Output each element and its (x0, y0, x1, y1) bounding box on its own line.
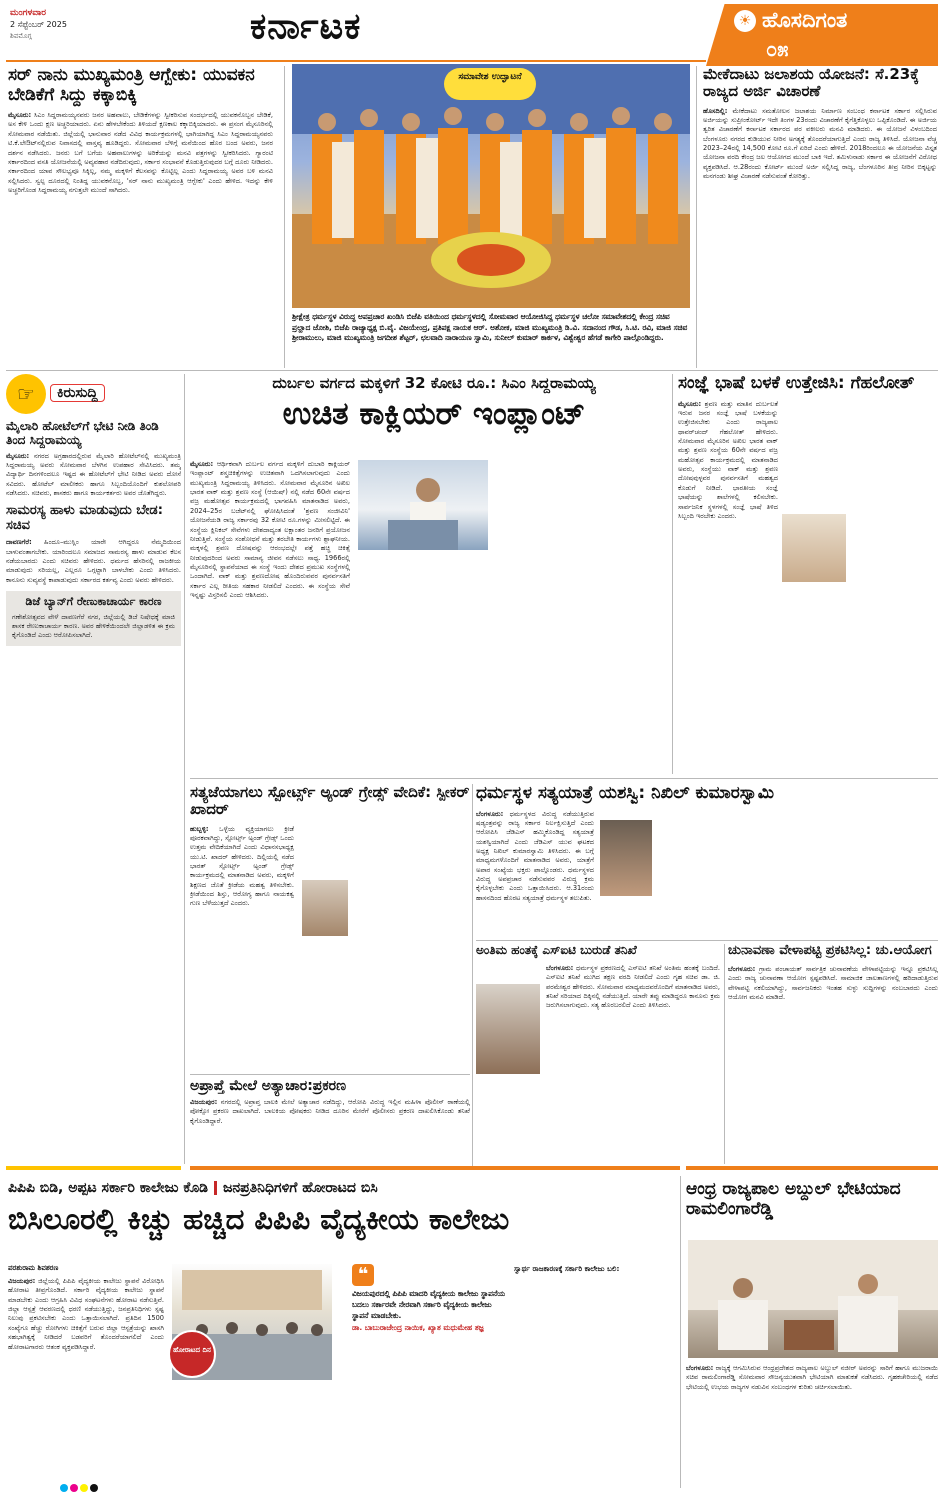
article-text: ಒಳ್ಳೆಯ ವ್ಯಕ್ತಿಯಾಗಲು ಕ್ರೀಡೆ ಪೂರಕವಾಗಿದ್ದು, ಸ್ಪೋರ್ಟ್ಸ್ ಅ್ಯಂಡ್ ಗ್ರೇಡ್ಸ್ ಒಂದು ಉತ್ತಮ ವೇದಿಕೆಯಾಗಿದೆ ಎಂದು ವಿಧಾನಸಭಾಧ್ಯಕ್ಷ ಯು.ಟಿ. ಖಾದರ್ ಹೇಳಿದರು. ದಿಲ್ಲಿಯಲ್ಲಿ ನಡೆದ ಭಾರತ್ ಸ್ಪೋರ್ಟ್ಸ್ ಅ್ಯಂಡ್ ಗ್ರೇಡ್ಸ್ ಕಾರ್ಯಕ್ರಮದಲ್ಲಿ ಮಾತನಾಡಿದ ಅವರು, ಮಕ್ಕಳಿಗೆ ಶಿಕ್ಷಣದ ಜೊತೆ ಕ್ರೀಡೆಯ ಮಹತ್ವ ತಿಳಿಸಬೇಕು. ಕ್ರೀಡೆಯಿಂದ ಶಿಸ್ತು, ಆರೋಗ್ಯ ಹಾಗೂ ನಾಯಕತ್ವ ಗುಣ ಬೆಳೆಯುತ್ತದೆ ಎಂದರು. (190, 824, 294, 908)
meeting-photo (688, 1240, 938, 1358)
section-strip (6, 1166, 181, 1170)
registration-mark-black (90, 1484, 98, 1492)
cm-speaking-photo (358, 460, 488, 550)
brand-block (706, 4, 938, 66)
headline: ಸತ್ಯಜೆಯಾಗಲು ಸ್ಪೋರ್ಟ್ಸ್ ಅ್ಯಂಡ್ ಗ್ರೇಡ್ಸ್ ವೇದಿಕೆ: ಸ್ಪೀಕರ್ ಖಾದರ್ (190, 784, 470, 819)
story-mekedatu (703, 66, 937, 366)
article-body (8, 1277, 164, 1352)
rally-illustration (292, 64, 690, 308)
kicker (8, 1180, 676, 1196)
dateline: ಮೈಸೂರು: (678, 399, 702, 408)
dateline: ಬೆಂಗಳೂರು: (728, 964, 756, 973)
home-minister-photo (476, 984, 540, 1074)
headline: ಆಂಧ್ರ ರಾಜ್ಯಪಾಲ ಅಬ್ದುಲ್ ಭೇಟಿಯಾದ ರಾಮಲಿಂಗಾರೆಡ್ಡಿ (686, 1180, 901, 1219)
short-news-label: ಕಿರುಸುದ್ದಿ (50, 384, 105, 402)
article-text: ಮೇಕೆದಾಟು ಸಮತೋಲನ ಜಲಾಶಯ ನಿರ್ಮಾಣ ಸಂಬಂಧ ಕರ್ನಾಟಕ ಸರ್ಕಾರ ಸಲ್ಲಿಸಿರುವ ಅರ್ಜಿಯನ್ನು ಸುಪ್ರೀಂಕೋರ್ಟ್ ಇದೇ ತಿಂಗಳ 23ರಂದು ವಿಚಾರಣೆಗೆ ಕೈಗೆತ್ತಿಕೊಳ್ಳಲು ಒಪ್ಪಿಕೊಂಡಿದೆ. ಈ ಅರ್ಜಿಯ ತ್ವರಿತ ವಿಚಾರಣೆಗೆ ಕರ್ನಾಟಕ ಸರ್ಕಾರದ ಪರ ವಕೀಲರು ಮನವಿ ಮಾಡಿದರು. ಈ ಯೋಜನೆ ವಿಳಂಬದಿಂದ ಬೆಂಗಳೂರು ನಗರದ ಕುಡಿಯುವ ನೀರಿನ ಅಗತ್ಯಕ್ಕೆ ತೊಂದರೆಯಾಗುತ್ತಿದೆ ಎಂದು ರಾಜ್ಯ ತಿಳಿಸಿದೆ. ಯೋಜನಾ ವೆಚ್ಚ 2023–24ರಲ್ಲಿ 14,500 ಕೋಟಿ ರೂ.ಗೆ ಏರಿದೆ ಎಂದು ಹೇಳಿದೆ. 2018ರಿಂದಲೂ ಈ ಯೋಜನೆಯ ವಿಸ್ತೃತ ಯೋಜನಾ ವರದಿ ಕೇಂದ್ರ ಜಲ ಆಯೋಗದ ಮುಂದೆ ಬಾಕಿ ಇದೆ. ತಮಿಳುನಾಡು ಸರ್ಕಾರ ಈ ಯೋಜನೆಗೆ ವಿರೋಧ ವ್ಯಕ್ತಪಡಿಸಿದೆ. ಆ.28ರಂದು ಕೋರ್ಟ್ ಮುಂದೆ ಅರ್ಜಿ ಸಲ್ಲಿಸಿದ್ದ ರಾಜ್ಯ, ಬೆಂಗಳೂರಿನ ತೀವ್ರ ನೀರಿನ ಬಿಕ್ಕಟ್ಟನ್ನು ಮನಗಂಡು ಶೀಘ್ರ ವಿಚಾರಣೆ ನಡೆಸುವಂತೆ ಕೋರಿತ್ತು. (703, 106, 937, 181)
headline: ಚುನಾವಣಾ ವೇಳಾಪಟ್ಟಿ ಪ್ರಕಟಿಸಿಲ್ಲ: ಚು.ಆಯೋಗ (728, 944, 932, 958)
article-text: ನಗರದಲ್ಲಿ ಅಪ್ರಾಪ್ತ ಬಾಲಕಿ ಮೇಲೆ ಅತ್ಯಾಚಾರ ನಡೆದಿದ್ದು, ಆರೋಪಿ ವಿರುದ್ಧ ಇಲ್ಲಿನ ಮಹಿಳಾ ಪೊಲೀಸ್ ಠಾಣೆಯಲ್ಲಿ ಪೋಕ್ಸೋ ಪ್ರಕರಣ ದಾಖಲಾಗಿದೆ. ಬಾಲಕಿಯ ಪೋಷಕರು ನೀಡಿದ ದೂರಿನ ಮೇರೆಗೆ ಪೊಲೀಸರು ಪ್ರಕರಣ ದಾಖಲಿಸಿಕೊಂಡು ತನಿಖೆ ಕೈಗೊಂಡಿದ್ದಾರೆ. (190, 1098, 470, 1125)
headline: ಡಿಜೆ ಬ್ಯಾನ್‌ಗೆ ರೇಣುಕಾಚಾರ್ಯ ಕಾರಣ (25, 595, 162, 609)
protest-day-seal: ಹೋರಾಟದ ದಿನ (168, 1330, 216, 1378)
headline: ಅಂತಿಮ ಹಂತಕ್ಕೆ ಎಸ್‌ಐಟಿ ಬುರುಡೆ ತನಿಖೆ (476, 944, 637, 957)
column-rule (284, 66, 285, 368)
photo-caption: ಶ್ರೀಕ್ಷೇತ್ರ ಧರ್ಮಸ್ಥಳ ವಿರುದ್ಧ ಅಪಪ್ರಚಾರ ಖಂಡಿಸಿ ಬಿಜೆಪಿ ವತಿಯಿಂದ ಧರ್ಮಸ್ಥಳದಲ್ಲಿ ಸೋಮವಾರ ಆಯೋಜಿಸಿದ್ದ ಧರ್ಮಸ್ಥಳ ಚಲೋ ಸಮಾವೇಶದಲ್ಲಿ ಕೇಂದ್ರ ಸಚಿವ ಪ್ರಲ್ಹಾದ ಜೋಶಿ, ಬಿಜೆಪಿ ರಾಜ್ಯಾಧ್ಯಕ್ಷ ಬಿ.ವೈ. ವಿಜಯೇಂದ್ರ, ಪ್ರತಿಪಕ್ಷ ನಾಯಕ ಆರ್. ಅಶೋಕ, ಮಾಜಿ ಮುಖ್ಯಮಂತ್ರಿ ಡಿ.ವಿ. ಸದಾನಂದ ಗೌಡ, ಸಿ.ಟಿ. ರವಿ, ಮಾಜಿ ಸಚಿವ ಶ್ರೀರಾಮುಲು, ಮಾಜಿ ಮುಖ್ಯಮಂತ್ರಿ ಜಗದೀಶ ಶೆಟ್ಟರ್, ಛಲವಾದಿ ನಾರಾಯಣ ಸ್ವಾಮಿ, ಸುನೀಲ್ ಕುಮಾರ್ ಕಾರ್ಕಳ, ವಿಶ್ವೇಶ್ವರ ಹೆಗಡೆ ಕಾಗೇರಿ ಪಾಲ್ಗೊಂಡಿದ್ದರು. (292, 312, 688, 343)
cm-illustration (358, 460, 488, 550)
dateline: ವಿಜಯಪುರ: (8, 1277, 36, 1285)
dateline: ಬೆಂಗಳೂರು: (546, 963, 574, 972)
article-body (6, 538, 181, 585)
story-sign-language (678, 374, 938, 774)
column-rule (472, 784, 473, 1166)
column-rule (672, 374, 673, 774)
kicker-left: ಪಿಪಿಪಿ ಬಿಡಿ, ಅಪ್ಪಟ ಸರ್ಕಾರಿ ಕಾಲೇಜು ಕೊಡಿ (8, 1180, 208, 1196)
article-text: ಜಿಲ್ಲೆಯಲ್ಲಿ ಪಿಪಿಪಿ ವೈದ್ಯಕೀಯ ಕಾಲೇಜು ಸ್ಥಾಪನೆ ವಿರೋಧಿಸಿ ಹೋರಾಟ ತೀವ್ರಗೊಂಡಿದೆ. ಸರ್ಕಾರಿ ವೈದ್ಯಕೀಯ ಕಾಲೇಜು ಸ್ಥಾಪನೆ ಮಾಡಬೇಕು ಎಂದು ಆಗ್ರಹಿಸಿ ವಿವಿಧ ಸಂಘಟನೆಗಳು ಹೋರಾಟ ನಡೆಸುತ್ತಿವೆ. ಜಿಲ್ಲಾ ಆಸ್ಪತ್ರೆ ಆವರಣದಲ್ಲಿ ಧರಣಿ ನಡೆಯುತ್ತಿದ್ದು, ಜನಪ್ರತಿನಿಧಿಗಳು ಸ್ಪಷ್ಟ ನಿಲುವು ಪ್ರಕಟಿಸಬೇಕು ಎಂದು ಒತ್ತಾಯಿಸಲಾಗಿದೆ. ಪ್ರತಿದಿನ 1500 ಸಂಖ್ಯೆಗೂ ಹೆಚ್ಚು ರೋಗಿಗಳು ಚಿಕಿತ್ಸೆಗೆ ಬರುವ ಜಿಲ್ಲಾ ಆಸ್ಪತ್ರೆಯನ್ನು ಖಾಸಗಿ ಸಹಭಾಗಿತ್ವಕ್ಕೆ ನೀಡಿದರೆ ಬಡವರಿಗೆ ತೊಂದರೆಯಾಗಲಿದೆ ಎಂದು ಹೋರಾಟಗಾರರು ಆತಂಕ ವ್ಯಕ್ತಪಡಿಸಿದ್ದಾರೆ. (8, 1277, 164, 1351)
event-badge: ಸಮಾವೇಶ ಉದ್ಘಾಟನೆ (444, 68, 536, 100)
registration-mark-magenta (70, 1484, 78, 1492)
subhead: ಸ್ವಾರ್ಥ ರಾಜಕಾರಣಕ್ಕೆ ಸರ್ಕಾರಿ ಕಾಲೇಜು ಬಲಿ: (514, 1264, 620, 1273)
article-body (686, 1364, 938, 1392)
rally-photo (292, 64, 690, 308)
article-body (546, 964, 720, 1011)
dateline: ಮೈಸೂರು: (6, 451, 30, 460)
sun-logo-icon: ☀ (734, 10, 756, 32)
dateline: ದಾವಣಗೆರೆ: (6, 538, 32, 547)
registration-mark-yellow (80, 1484, 88, 1492)
row-rule (190, 778, 938, 779)
column-rule (680, 1176, 681, 1488)
story-cm-youth (8, 66, 273, 366)
article-body (190, 1098, 470, 1126)
story-election-schedule (728, 944, 938, 1164)
kicker-divider (214, 1181, 217, 1195)
dateline: ಹುಬ್ಬಳ್ಳಿ: (190, 824, 209, 833)
section-strip (190, 1166, 680, 1170)
dateline: ಬೆಂಗಳೂರು: (686, 1364, 714, 1372)
story-atrocity-case (190, 1078, 470, 1168)
quote-text: ವಿಜಯಪುರದಲ್ಲಿ ಪಿಪಿಪಿ ಮಾದರಿ ವೈದ್ಯಕೀಯ ಕಾಲೇಜು ಸ್ಥಾಪನೆಯ ಬದಲು ಸರ್ಕಾರವೇ ನೇರವಾಗಿ ಸರ್ಕಾರಿ ವೈದ್ಯಕೀಯ ಕಾಲೇಜು ಸ್ಥಾಪನೆ ಮಾಡಬೇಕು. (352, 1289, 505, 1321)
article-text: ಗಣೇಶೋತ್ಸವದ ವೇಳೆ ದಾವಣಗೆರೆ ನಗರ, ಜಿಲ್ಲೆಯಲ್ಲಿ ಡಿಜೆ ನಿಷೇಧಕ್ಕೆ ಮಾಜಿ ಶಾಸಕ ರೇಣುಕಾಚಾರ್ಯ ಕಾರಣ. ಅವರ ಹೇಳಿಕೆಯಿಂದಲೇ ಜಿಲ್ಲಾಡಳಿತ ಈ ಕ್ರಮ ಕೈಗೊಂಡಿದೆ ಎಂದು ಆರೋಪಿಸಲಾಗಿದೆ. (12, 612, 175, 640)
story-sit-probe (476, 944, 720, 1164)
article-body (728, 965, 938, 1002)
article-body (6, 452, 181, 499)
short-news-column (6, 374, 181, 1162)
headline: ಸಂಜ್ಞೆ ಭಾಷೆ ಬಳಕೆ ಉತ್ತೇಜಿಸಿ: ಗೆಹಲೋತ್ (678, 374, 915, 393)
governor-photo (782, 514, 846, 582)
article-text: ಆರ್ಥಿಕವಾಗಿ ದುರ್ಬಲ ವರ್ಗದ ಮಕ್ಕಳಿಗೆ ದುಬಾರಿ ಕಾಕ್ಲಿಯರ್ ಇಂಪ್ಲಾಂಟ್ ಶಸ್ತ್ರಚಿಕಿತ್ಸೆಗಳನ್ನು ಉಚಿತವಾಗಿ ಒದಗಿಸಲಾಗುವುದು ಎಂದು ಮುಖ್ಯಮಂತ್ರಿ ಸಿದ್ದರಾಮಯ್ಯ ತಿಳಿಸಿದರು. ಸೋಮವಾರ ಮೈಸೂರಿನ ಅಖಿಲ ಭಾರತ ವಾಕ್ ಮತ್ತು ಶ್ರವಣ ಸಂಸ್ಥೆ (ಆಯಿಷ್) ನಲ್ಲಿ ನಡೆದ 60ನೇ ವರ್ಷದ ವಜ್ರ ಮಹೋತ್ಸವ ಕಾರ್ಯಕ್ರಮದಲ್ಲಿ ಭಾಗವಹಿಸಿ ಮಾತನಾಡಿದ ಅವರು, 2024–25ರ ಬಜೆಟ್‌ನಲ್ಲಿ ಘೋಷಿಸಿದಂತೆ 'ಶ್ರವಣ ಸಂಜೀವಿನಿ' ಯೋಜನೆಯಡಿ ರಾಜ್ಯ ಸರ್ಕಾರವು 32 ಕೋಟಿ ರೂ.ಗಳನ್ನು ಮೀಸಲಿಟ್ಟಿದೆ. ಈ ಸಂಸ್ಥೆಯ ಕ್ಲಿನಿಕಲ್ ಸೇವೆಗಳು ದೇಶದಾದ್ಯಂತ ಲಕ್ಷಾಂತರ ಜನರಿಗೆ ಪ್ರಯೋಜನ ನೀಡುತ್ತಿವೆ. ಸಂಸ್ಥೆಯ ಸಂಶೋಧನೆ ಮತ್ತು ತರಬೇತಿ ಕಾರ್ಯಗಳು ಶ್ಲಾಘನೀಯ. ಮಕ್ಕಳಲ್ಲಿ ಶ್ರವಣ ದೋಷವನ್ನು ಆರಂಭದಲ್ಲೇ ಪತ್ತೆ ಹಚ್ಚಿ ಚಿಕಿತ್ಸೆ ನೀಡುವುದರಿಂದ ಅವರು ಸಾಮಾನ್ಯ ಜೀವನ ನಡೆಸಲು ಸಾಧ್ಯ. 1966ರಲ್ಲಿ ಮೈಸೂರಿನಲ್ಲಿ ಸ್ಥಾಪನೆಯಾದ ಈ ಸಂಸ್ಥೆ ಇಂದು ದೇಶದ ಪ್ರಮುಖ ಸಂಸ್ಥೆಗಳಲ್ಲಿ ಒಂದಾಗಿದೆ. ವಾಕ್ ಮತ್ತು ಶ್ರವಣದೋಷ ಹೊಂದಿರುವವರ ಪುನರ್ವಸತಿಗೆ ಸರ್ಕಾರ ಎಲ್ಲ ರೀತಿಯ ಸಹಕಾರ ನೀಡಲಿದೆ ಎಂದರು. ಈ ಸಂಸ್ಥೆಯ ಸೇವೆ ಇನ್ನಷ್ಟು ವಿಸ್ತರಿಸಲಿ ಎಂದು ಆಶಿಸಿದರು. (190, 460, 350, 600)
masthead-dateline (10, 8, 140, 50)
pull-quote (352, 1264, 508, 1388)
article-body (8, 111, 273, 195)
dateline: ಮೈಸೂರು: (190, 460, 214, 468)
headline: ಮೈಲಾರಿ ಹೋಟೆಲ್‌ಗೆ ಭೇಟಿ ನೀಡಿ ತಿಂಡಿ ತಿಂದ ಸಿದ್ದರಾಮಯ್ಯ (6, 419, 159, 447)
headline: ಅಪ್ರಾಪ್ತೆ ಮೇಲೆ ಅತ್ಯಾಚಾರ:ಪ್ರಕರಣ (190, 1078, 347, 1094)
quote-mark-icon: ❝ (352, 1264, 374, 1286)
section-strip (686, 1166, 938, 1170)
masthead-day: ಮಂಗಳವಾರ (10, 8, 47, 18)
article-body (190, 460, 350, 600)
headline: ಉಚಿತ ಕಾಕ್ಲಿಯರ್ ಇಂಪ್ಲಾಂಟ್ (282, 396, 586, 432)
article-text: ರಾಜ್ಯಕ್ಕೆ ಆಗಮಿಸಿರುವ ಆಂಧ್ರಪ್ರದೇಶದ ರಾಜ್ಯಪಾಲ ಅಬ್ದುಲ್ ನಜೀರ್ ಅವರನ್ನು ಸಾರಿಗೆ ಹಾಗೂ ಮುಜರಾಯಿ ಸಚಿವ ರಾಮಲಿಂಗಾರೆಡ್ಡಿ ಸೋಮವಾರ ಸೌಜನ್ಯಯುತವಾಗಿ ಭೇಟಿಯಾಗಿ ಮಾತುಕತೆ ನಡೆಸಿದರು. ಗೃಹಕಚೇರಿಯಲ್ಲಿ ನಡೆದ ಭೇಟಿಯಲ್ಲಿ ಉಭಯ ರಾಜ್ಯಗಳ ನಡುವಿನ ಸಂಬಂಧಗಳ ಕುರಿತು ಚರ್ಚಿಸಲಾಯಿತು. (686, 1364, 938, 1391)
article-body (703, 107, 937, 182)
story-medical-college (8, 1180, 676, 1488)
rally-photo-block (292, 64, 690, 370)
story-dharmasthala-yatra (476, 784, 938, 944)
masthead-date: 2 ಸೆಪ್ಟೆಂಬರ್ 2025 (10, 20, 67, 29)
article-text: ಗ್ರಾಮ ಪಂಚಾಯತ್ ಸಾರ್ವತ್ರಿಕ ಚುನಾವಣೆಯ ವೇಳಾಪಟ್ಟಿಯನ್ನು ಇನ್ನೂ ಪ್ರಕಟಿಸಿಲ್ಲ ಎಂದು ರಾಜ್ಯ ಚುನಾವಣಾ ಆಯೋಗ ಸ್ಪಷ್ಟಪಡಿಸಿದೆ. ಸಾಮಾಜಿಕ ಜಾಲತಾಣಗಳಲ್ಲಿ ಹರಿದಾಡುತ್ತಿರುವ ವೇಳಾಪಟ್ಟಿ ನಕಲಿಯಾಗಿದ್ದು, ಸಾರ್ವಜನಿಕರು ಇಂತಹ ಸುಳ್ಳು ಸುದ್ದಿಗಳನ್ನು ನಂಬಬಾರದು ಎಂದು ಆಯೋಗ ಮನವಿ ಮಾಡಿದೆ. (728, 964, 938, 1002)
column-rule (724, 944, 725, 1164)
kicker: ದುರ್ಬಲ ವರ್ಗದ ಮಕ್ಕಳಿಗೆ 32 ಕೋಟಿ ರೂ.: ಸಿಎಂ ಸಿದ್ದರಾಮಯ್ಯ (272, 374, 596, 392)
column-rule (184, 374, 185, 1164)
kicker-right: ಜನಪ್ರತಿನಿಧಿಗಳಿಗೆ ಹೋರಾಟದ ಬಿಸಿ (222, 1180, 378, 1196)
headline: ಸಾಮರಸ್ಯ ಹಾಳು ಮಾಡುವುದು ಬೇಡ: ಸಚಿವ (6, 503, 163, 534)
byline: ಪರಶುರಾಮ ಶಿವಶರಣ (8, 1264, 59, 1272)
article-text: ನಗರದ ಅಗ್ರಹಾರದಲ್ಲಿರುವ ಮೈಲಾರಿ ಹೋಟೆಲ್‌ನಲ್ಲಿ ಮುಖ್ಯಮಂತ್ರಿ ಸಿದ್ದರಾಮಯ್ಯ ಅವರು ಸೋಮವಾರ ಬೆಳಗಿನ ಉಪಹಾರ ಸೇವಿಸಿದರು. ತಮ್ಮ ವಿದ್ಯಾರ್ಥಿ ದಿನಗಳಿಂದಲೂ ಇಷ್ಟದ ಈ ಹೋಟೆಲ್‌ಗೆ ಭೇಟಿ ನೀಡಿದ ಅವರು ದೋಸೆ ಸವಿದರು. ಹೋಟೆಲ್ ಮಾಲೀಕರು ಹಾಗೂ ಸಿಬ್ಬಂದಿಯೊಂದಿಗೆ ಕುಶಲೋಪರಿ ನಡೆಸಿದರು. ಸಚಿವರು, ಶಾಸಕರು ಹಾಗೂ ಕಾರ್ಯಕರ್ತರು ಅವರ ಜೊತೆಗಿದ್ದರು. (6, 451, 181, 498)
row-rule (476, 940, 938, 941)
short-news-tag (6, 374, 181, 414)
page-number: ೦೫ (766, 37, 789, 61)
column-rule (696, 66, 697, 368)
article-body (476, 810, 594, 904)
article-text: ಶ್ರವಣ ಮತ್ತು ಮಾತಿನ ದುರ್ಬಲತೆ ಇರುವ ಜನರ ಸಂಜ್ಞೆ ಭಾಷೆ ಬಳಕೆಯನ್ನು ಉತ್ತೇಜಿಸಬೇಕು ಎಂದು ರಾಜ್ಯಪಾಲ ಥಾವರ್‌ಚಂದ್ ಗೆಹಲೋತ್ ಹೇಳಿದರು. ಸೋಮವಾರ ಮೈಸೂರಿನ ಅಖಿಲ ಭಾರತ ವಾಕ್ ಮತ್ತು ಶ್ರವಣ ಸಂಸ್ಥೆಯ 60ನೇ ವರ್ಷದ ವಜ್ರ ಮಹೋತ್ಸವ ಕಾರ್ಯಕ್ರಮದಲ್ಲಿ ಮಾತನಾಡಿದ ಅವರು, ಸಂಸ್ಥೆಯು ವಾಕ್ ಮತ್ತು ಶ್ರವಣ ದೋಷವುಳ್ಳವರ ಪುನರ್ವಸತಿಗೆ ಮಹತ್ವದ ಕೊಡುಗೆ ನೀಡಿದೆ. ಭಾರತೀಯ ಸಂಜ್ಞೆ ಭಾಷೆಯನ್ನು ಶಾಲೆಗಳಲ್ಲಿ ಕಲಿಸಬೇಕು. ಸಾರ್ವಜನಿಕ ಸ್ಥಳಗಳಲ್ಲಿ ಸಂಜ್ಞೆ ಭಾಷೆ ತಿಳಿದ ಸಿಬ್ಬಂದಿ ಇರಬೇಕು ಎಂದರು. (678, 399, 778, 520)
meeting-illustration (688, 1240, 938, 1358)
pointing-hand-icon: ☞ (6, 374, 46, 414)
headline: ಸರ್ ನಾನು ಮುಖ್ಯಮಂತ್ರಿ ಆಗ್ಬೇಕು: ಯುವಕನ ಬೇಡಿಕೆಗೆ ಸಿದ್ದು ಕಕ್ಕಾಬಿಕ್ಕಿ (8, 66, 255, 105)
speaker-photo (302, 880, 348, 936)
article-body (678, 400, 778, 522)
headline: ಧರ್ಮಸ್ಥಳ ಸತ್ಯಯಾತ್ರೆ ಯಶಸ್ವಿ: ನಿಖಿಲ್ ಕುಮಾರಸ್ವಾಮಿ (476, 784, 775, 803)
article-text: ಧರ್ಮಸ್ಥಳ ಪ್ರಕರಣದಲ್ಲಿ ಎಸ್‌ಐಟಿ ತನಿಖೆ ಅಂತಿಮ ಹಂತಕ್ಕೆ ಬಂದಿದೆ. ಎಸ್‌ಐಟಿ ತನಿಖೆ ಮುಗಿದ ತಕ್ಷಣ ವರದಿ ನೀಡಲಿದೆ ಎಂದು ಗೃಹ ಸಚಿವ ಡಾ. ಜಿ. ಪರಮೇಶ್ವರ ಹೇಳಿದರು. ಸೋಮವಾರ ಮಾಧ್ಯಮದವರೊಂದಿಗೆ ಮಾತನಾಡಿದ ಅವರು, ತನಿಖೆ ಸರಿಯಾದ ದಿಕ್ಕಿನಲ್ಲಿ ನಡೆಯುತ್ತಿದೆ. ಯಾರೇ ತಪ್ಪು ಮಾಡಿದ್ದರೂ ಕಾನೂನು ಕ್ರಮ ಜರುಗಿಸಲಾಗುವುದು. ಸತ್ಯ ಹೊರಬರಲಿದೆ ಎಂದು ತಿಳಿಸಿದರು. (546, 963, 720, 1010)
dateline: ಮೈಸೂರು: (8, 111, 32, 120)
registration-mark-cyan (60, 1484, 68, 1492)
section-title: ಕರ್ನಾಟಕ (250, 6, 362, 47)
article-body (190, 825, 294, 909)
dateline: ವಿಜಯಪುರ: (190, 1098, 218, 1107)
dateline: ಹೊಸದಿಲ್ಲಿ: (703, 106, 728, 115)
dateline: ಬೆಂಗಳೂರು: (476, 809, 504, 818)
article-text: ಧರ್ಮಸ್ಥಳದ ವಿರುದ್ಧ ನಡೆಯುತ್ತಿರುವ ಷಡ್ಯಂತ್ರವನ್ನು ರಾಜ್ಯ ಸರ್ಕಾರ ನಿರ್ಲಕ್ಷಿಸುತ್ತಿದೆ ಎಂದು ಆರೋಪಿಸಿ ಜೆಡಿಎಸ್ ಹಮ್ಮಿಕೊಂಡಿದ್ದ ಸತ್ಯಯಾತ್ರೆ ಯಶಸ್ವಿಯಾಗಿದೆ ಎಂದು ಜೆಡಿಎಸ್ ಯುವ ಘಟಕದ ಅಧ್ಯಕ್ಷ ನಿಖಿಲ್ ಕುಮಾರಸ್ವಾಮಿ ತಿಳಿಸಿದರು. ಈ ಬಗ್ಗೆ ಮಾಧ್ಯಮಗಳೊಂದಿಗೆ ಮಾತನಾಡಿದ ಅವರು, ಯಾತ್ರೆಗೆ ಅಪಾರ ಸಂಖ್ಯೆಯ ಭಕ್ತರು ಪಾಲ್ಗೊಂಡರು. ಧರ್ಮಸ್ಥಳದ ವಿರುದ್ಧ ಅಪಪ್ರಚಾರ ನಡೆಸುವವರ ವಿರುದ್ಧ ಕ್ರಮ ಕೈಗೊಳ್ಳಬೇಕು ಎಂದು ಒತ್ತಾಯಿಸಿದರು. ಆ.31ರಂದು ಹಾಸನದಿಂದ ಹೊರಟ ಸತ್ಯಯಾತ್ರೆ ಧರ್ಮಸ್ಥಳ ತಲುಪಿತು. (476, 809, 594, 902)
story-sports-grades (190, 784, 470, 974)
boxed-news (6, 591, 181, 646)
masthead-rule (6, 60, 706, 62)
article-text: ಹಿಂದೂ–ಮುಸ್ಲಿಂ ಯಾರೇ ಆಗಿದ್ದರೂ ನೆಮ್ಮದಿಯಿಂದ ಬಾಳುವಂತಾಗಬೇಕು. ಯಾರಿಂದಲೂ ಸಮಾಜದ ಸಾಮರಸ್ಯ ಹಾಳು ಮಾಡುವ ಕೆಲಸ ನಡೆಯಬಾರದು ಎಂದು ಸಚಿವರು ಹೇಳಿದರು. ಧರ್ಮದ ಹೆಸರಿನಲ್ಲಿ ರಾಜಕೀಯ ಮಾಡುವುದು ಸರಿಯಲ್ಲ, ಎಲ್ಲರೂ ಒಗ್ಗಟ್ಟಾಗಿ ಬಾಳಬೇಕು ಎಂದು ತಿಳಿಸಿದರು. ಕಾನೂನು ಸುವ್ಯವಸ್ಥೆ ಕಾಪಾಡುವುದು ಸರ್ಕಾರದ ಕರ್ತವ್ಯ ಎಂದು ಅವರು ಹೇಳಿದರು. (6, 538, 181, 584)
headline: ಬಿಸಿಲೂರಲ್ಲಿ ಕಿಚ್ಚು ಹಚ್ಚಿದ ಪಿಪಿಪಿ ವೈದ್ಯಕೀಯ ಕಾಲೇಜು (8, 1202, 510, 1236)
story-ramalinga-reddy (686, 1180, 938, 1488)
quote-author: ಡಾ. ಬಾಬುರಾಜೇಂದ್ರ ನಾಯಿಕ, ಖ್ಯಾತ ಮಧುಮೇಹ ತಜ್ಞ (352, 1323, 484, 1333)
masthead-city: ಶಿವಮೊಗ್ಗ (10, 32, 32, 40)
row-rule (190, 1074, 470, 1075)
brand-name: ಹೊಸದಿಗಂತ (762, 8, 848, 32)
row-rule (6, 370, 938, 371)
headline: ಮೇಕೆದಾಟು ಜಲಾಶಯ ಯೋಜನೆ: ಸೆ.23ಕ್ಕೆ ರಾಜ್ಯದ ಅರ್ಜಿ ವಿಚಾರಣೆ (703, 66, 919, 101)
article-text: ಸಿಎಂ ಸಿದ್ದರಾಮಯ್ಯನವರು ಜನರ ಅಹವಾಲು, ಬೇಡಿಕೆಗಳನ್ನು ಸ್ವೀಕರಿಸುವ ಸಂದರ್ಭದಲ್ಲಿ ಯುವಕನೊಬ್ಬನ ಬೇಡಿಕೆ, ಅಸ ಕೇಳಿ ಒಂದು ಕ್ಷಣ ಅಚ್ಚರಿಯಾದರು. ಏನು ಹೇಳಬೇಕೆಂದು ತಿಳಿಯದೆ ಕ್ಷಣಕಾಲ ಕಕ್ಕಾಬಿಕ್ಕಿಯಾದರು. ಈ ಪ್ರಸಂಗ ಮೈಸೂರಿನಲ್ಲಿ ಸೋಮವಾರ ನಡೆಯಿತು. ಜಿಲ್ಲೆಯಲ್ಲಿ ಭಾನುವಾರ ನಡೆದ ವಿವಿಧ ಕಾರ್ಯಕ್ರಮಗಳಲ್ಲಿ ಭಾಗಿಯಾಗಿದ್ದ ಸಿಎಂ ಸಿದ್ದರಾಮಯ್ಯನವರು ಟಿ.ಕೆ.ಲೇಔಟ್‌ನಲ್ಲಿರುವ ನಿವಾಸದಲ್ಲಿ ವಾಸ್ತವ್ಯ ಹೂಡಿದ್ದರು. ಸೋಮವಾರ ಬೆಳಿಗ್ಗೆ ಮನೆಯಿಂದ ಹೊರ ಬಂದ ಅವರು, ಜನರ ದರ್ಶನ ನಡೆಸಿದರು. ಜನರು ಬಗೆ ಬಗೆಯ ಅಹವಾಲುಗಳನ್ನು ಅರಿಕೆಯನ್ನು ಮನವಿ ಪತ್ರಗಳನ್ನು ಸ್ವೀಕರಿಸಿದರು. ಗ್ಯಾರಂಟಿ ಸರ್ಕಾರದಿಂದ ವಸತಿ ಯೋಜನೆಯಲ್ಲಿ ಅವ್ಯವಹಾರ ನಡೆದಿರುವುದು, ಸರ್ಕಾರ ಸಂಭಾವನೆ ಕೊಡುತ್ತಿರುವುದರ ಬಗ್ಗೆ ದೂರು ನೀಡಿದರು. ಸರ್ಕಾರದಿಂದ ಯಾವ ಸೌಲಭ್ಯವೂ ಸಿಕ್ಕಿಲ್ಲ, ನಮ್ಮ ಮಕ್ಕಳಿಗೆ ಕೆಲಸವನ್ನು ಕೊಟ್ಟಿಲ್ಲ ಎಂದು ಸಿದ್ದರಾಮಯ್ಯ ಅವರ ಬಳಿ ಮನವಿ ಸಲ್ಲಿಸಿದರು. ಸ್ವಲ್ಪ ದೂರದಲ್ಲಿ ನಿಂತಿದ್ದ ಯುವಕನೊಬ್ಬ, 'ಸರ್ ನಾನು ಮುಖ್ಯಮಂತ್ರಿ ಆಗ್ಬೇಕು' ಎಂದು ಹೇಳಿದ. ಇದನ್ನು ಕೇಳಿ ಅಚ್ಚರಿಗೊಂಡ ಸಿದ್ದರಾಮಯ್ಯ ನಗುತ್ತಲೇ ಮುಂದೆ ಸಾಗಿದರು. (8, 111, 273, 194)
nikhil-photo (600, 820, 652, 896)
story-cochlear (190, 374, 678, 774)
